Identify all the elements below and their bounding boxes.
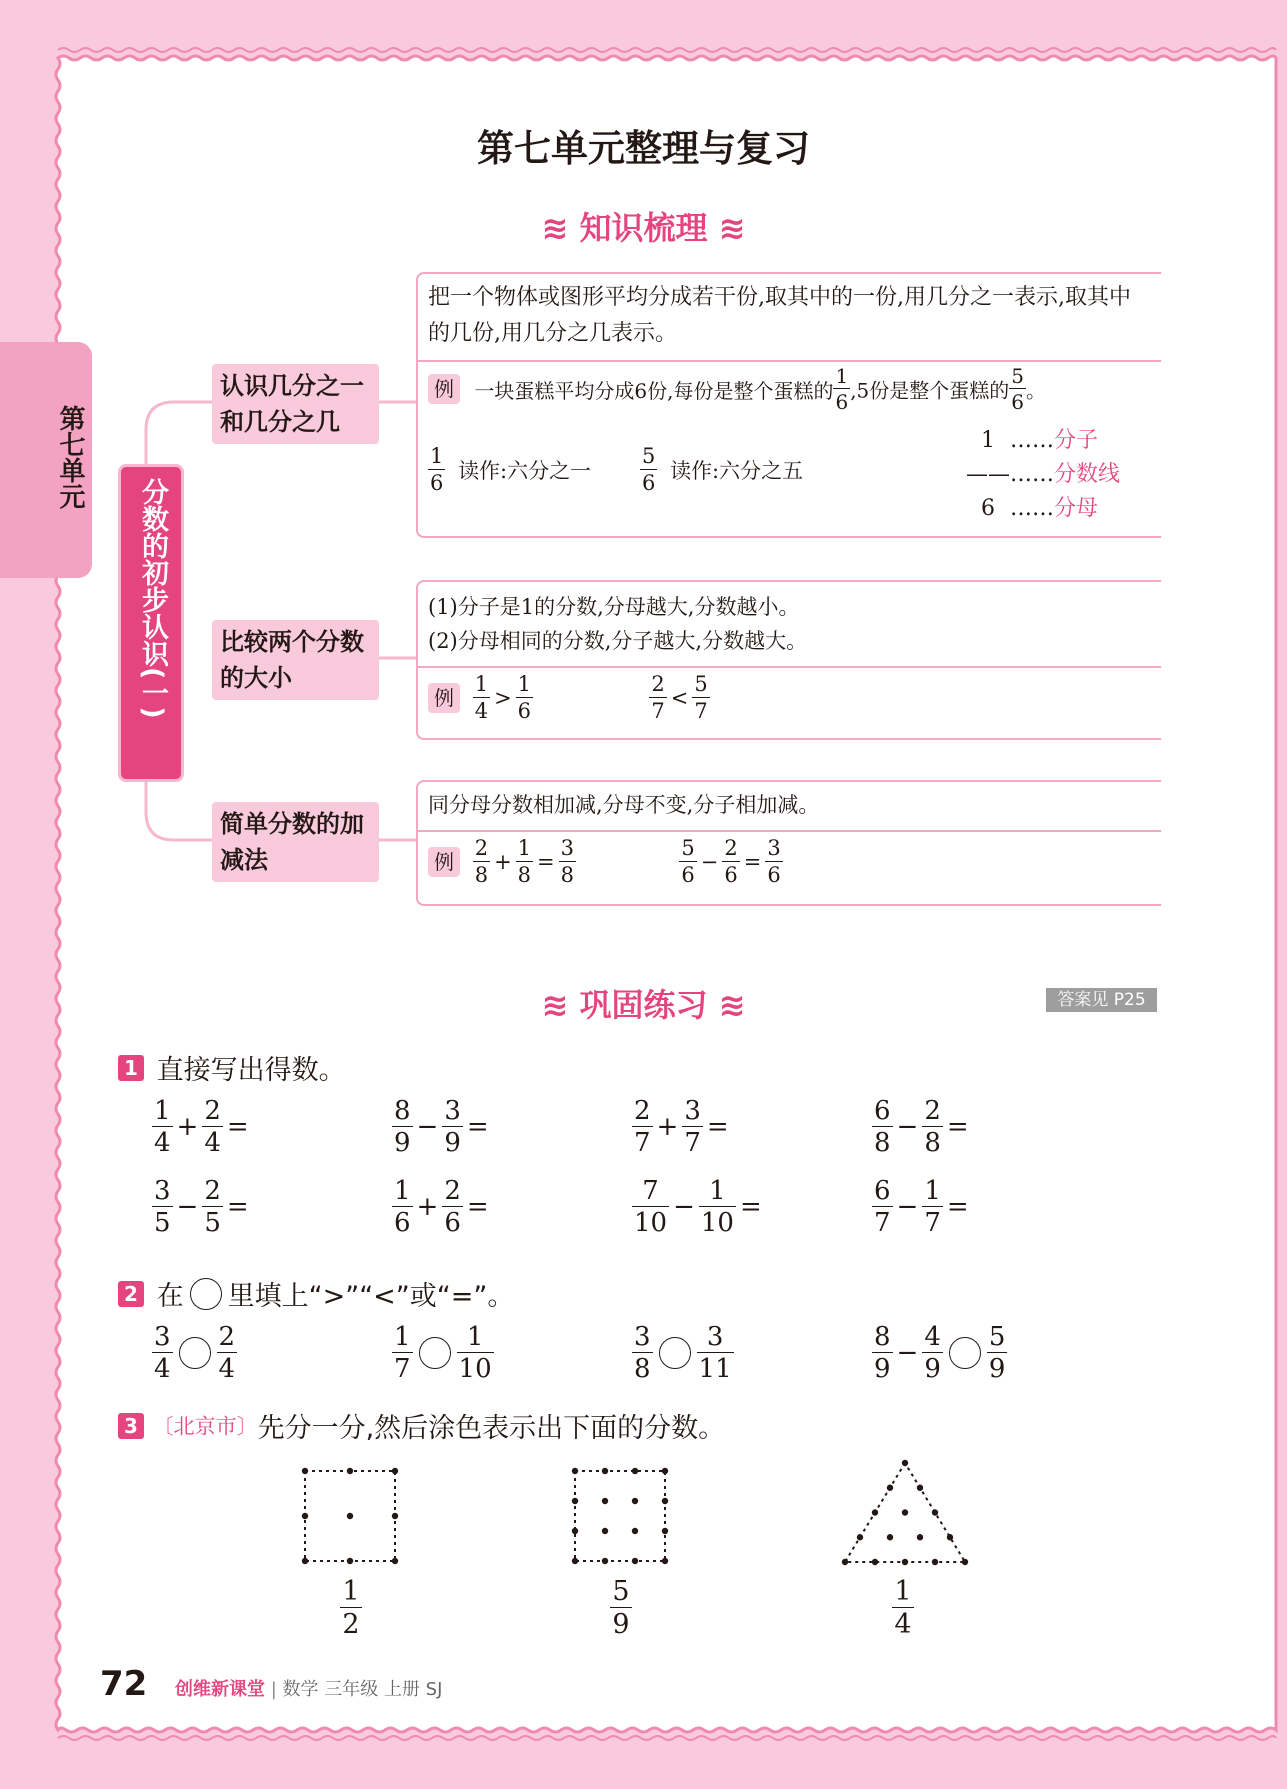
- grid-dot: [902, 1559, 908, 1565]
- grid-dot: [662, 1498, 668, 1504]
- grid-dot: [842, 1559, 848, 1565]
- fraction: $\frac{3}{4}$: [154, 1322, 171, 1384]
- grid-dot: [962, 1559, 968, 1565]
- fraction: $\frac{1}{6}$: [835, 364, 849, 414]
- wave-deco-icon: ≋: [718, 209, 746, 247]
- grid-dot: [662, 1558, 668, 1564]
- answer-circle-icon[interactable]: [659, 1337, 691, 1369]
- grid-dot: [602, 1468, 608, 1474]
- grid-dot: [917, 1534, 923, 1540]
- grid-dot: [662, 1468, 668, 1474]
- branch-box-addsub: [416, 780, 1161, 906]
- grid-dot: [392, 1468, 398, 1474]
- read-example-2: $\frac{5}{6}$ 读作:六分之五: [642, 444, 804, 495]
- fraction: $\frac{1}{6}$: [394, 1176, 411, 1238]
- branch-tag-compare: 比较两个分数的大小: [212, 620, 379, 700]
- q2-exercise: $\frac{8}{9}$ − $\frac{4}{9}$ $\frac{5}{9}$: [874, 1322, 1006, 1384]
- example-text-a: 一块蛋糕平均分成6份,每份是整个蛋糕的: [474, 378, 834, 403]
- wave-deco-icon: ≋: [541, 986, 569, 1024]
- q2-exercise: [632, 1324, 734, 1382]
- grid-dot: [347, 1558, 353, 1564]
- fraction: $\frac{3}{11}$: [698, 1322, 732, 1384]
- shape-triangle: [836, 1456, 976, 1576]
- grid-dot: [602, 1528, 608, 1534]
- branch-tag-recognize: 认识几分之一和几分之几: [212, 364, 379, 444]
- question-number: 3: [118, 1413, 144, 1439]
- grid-dot: [632, 1468, 638, 1474]
- question-1: [118, 1048, 346, 1087]
- grid-dot: [632, 1498, 638, 1504]
- fraction: $\frac{1}{4}$: [894, 1576, 912, 1640]
- fraction: $\frac{2}{7}$: [634, 1096, 651, 1158]
- fraction: $\frac{5}{6}$: [1011, 364, 1025, 414]
- fraction: $\frac{5}{6}$: [642, 444, 656, 495]
- example-tag: 例: [428, 847, 460, 877]
- shape-fraction-2: [596, 1578, 646, 1638]
- fraction: $\frac{5}{9}$: [612, 1576, 630, 1640]
- shape-square-4dots: [296, 1462, 406, 1572]
- fraction: $\frac{2}{5}$: [204, 1176, 221, 1238]
- question-2: 2 在 里填上“>”“<”或“=”。: [118, 1274, 514, 1313]
- fraction: $\frac{3}{7}$: [684, 1096, 701, 1158]
- answer-circle-icon: [190, 1278, 222, 1310]
- grid-dot: [632, 1558, 638, 1564]
- q2-exercise: [152, 1324, 237, 1382]
- example-text-b: ,5份是整个蛋糕的: [850, 378, 1010, 403]
- fraction: $\frac{2}{4}$: [218, 1322, 236, 1384]
- fraction: $\frac{1}{10}$: [700, 1176, 734, 1238]
- fraction-parts-diagram: 1 ……分子 ——……分数线 6 ……分母: [966, 428, 1121, 521]
- fraction: $\frac{6}{7}$: [874, 1176, 891, 1238]
- branch-box-recognize: [416, 272, 1161, 538]
- q2-exercise: [392, 1324, 494, 1382]
- fraction: $\frac{2}{6}$: [444, 1176, 461, 1238]
- fraction: $\frac{1}{2}$: [342, 1576, 360, 1640]
- grid-dot: [872, 1509, 878, 1515]
- answer-circle-icon[interactable]: [179, 1337, 211, 1369]
- fraction: $\frac{7}{10}$: [634, 1176, 668, 1238]
- fraction: $\frac{5}{7}$: [694, 672, 708, 723]
- grid-dot: [932, 1559, 938, 1565]
- grid-dot: [572, 1528, 578, 1534]
- question-text: 直接写出得数。: [156, 1055, 346, 1086]
- q1-exercise: $\frac{8}{9}$ − $\frac{3}{9}$ =: [394, 1096, 489, 1158]
- q1-exercise: $\frac{1}{6}$ + $\frac{2}{6}$ =: [394, 1176, 489, 1238]
- read-example-1: $\frac{1}{6}$ 读作:六分之一: [430, 444, 592, 495]
- grid-dot: [602, 1498, 608, 1504]
- question-source: 〔北京市〕: [152, 1414, 258, 1439]
- grid-dot: [572, 1468, 578, 1474]
- section-practice-title: 巩固练习: [579, 986, 708, 1024]
- grid-dot: [302, 1513, 308, 1519]
- page-title: 第七单元整理与复习: [477, 127, 810, 170]
- fraction: $\frac{2}{8}$: [474, 836, 489, 887]
- grid-dot: [662, 1528, 668, 1534]
- fraction: $\frac{5}{6}$: [681, 836, 695, 887]
- fraction: $\frac{1}{10}$: [458, 1322, 492, 1384]
- answer-circle-icon[interactable]: [419, 1337, 451, 1369]
- example-tag: 例: [428, 374, 460, 404]
- grid-dot: [857, 1534, 863, 1540]
- grid-dot: [392, 1513, 398, 1519]
- wave-deco-icon: ≋: [718, 986, 746, 1024]
- section-knowledge-title: 知识梳理: [579, 209, 708, 247]
- q1-exercise: $\frac{3}{5}$ − $\frac{2}{5}$ =: [154, 1176, 249, 1238]
- example-tag: 例: [428, 683, 460, 713]
- fraction: $\frac{2}{7}$: [651, 672, 665, 723]
- fraction: $\frac{1}{4}$: [154, 1096, 171, 1158]
- fraction: $\frac{3}{9}$: [444, 1096, 461, 1158]
- grid-dot: [347, 1468, 353, 1474]
- grid-dot: [947, 1534, 953, 1540]
- grid-dot: [572, 1558, 578, 1564]
- fraction: $\frac{1}{4}$: [474, 672, 489, 723]
- grid-dot: [872, 1559, 878, 1565]
- grid-dot: [392, 1558, 398, 1564]
- grid-dot: [887, 1485, 893, 1491]
- grid-dot: [917, 1485, 923, 1491]
- fraction: $\frac{3}{6}$: [767, 836, 781, 887]
- fraction: $\frac{8}{9}$: [874, 1322, 891, 1384]
- grid-dot: [902, 1509, 908, 1515]
- addsub-example: 例 $\frac{2}{8}$ + $\frac{1}{8}$ = $\frac{3}{8}$ $\frac{5}{6}$ − $\frac{2}{6}$ = $\frac{3}{6}$: [428, 838, 1148, 886]
- q1-exercise: $\frac{2}{7}$ + $\frac{3}{7}$ =: [634, 1096, 729, 1158]
- fraction: $\frac{1}{6}$: [517, 672, 532, 723]
- q1-exercise: $\frac{6}{8}$ − $\frac{2}{8}$ =: [874, 1096, 969, 1158]
- fraction: $\frac{1}{7}$: [394, 1322, 411, 1384]
- grid-dot: [347, 1513, 353, 1519]
- wave-deco-icon: ≋: [541, 209, 569, 247]
- fraction: $\frac{1}{7}$: [924, 1176, 941, 1238]
- question-number: 2: [118, 1281, 144, 1307]
- grid-dot: [632, 1528, 638, 1534]
- grid-dot: [887, 1534, 893, 1540]
- grid-dot: [932, 1509, 938, 1515]
- root-node-label: 分数的初步认识(一): [137, 478, 168, 719]
- addsub-rule: 同分母分数相加减,分母不变,分子相加减。: [428, 793, 820, 817]
- example-recognize: 例 一块蛋糕平均分成6份,每份是整个蛋糕的 $\frac{1}{6}$ ,5份是整个蛋糕的 $\frac{5}{6}$ 。: [428, 366, 1163, 412]
- page-number: 72: [100, 1664, 148, 1704]
- compare-example: 例 $\frac{1}{4}$ > $\frac{1}{6}$ $\frac{2}{7}$ < $\frac{5}{7}$: [428, 674, 1148, 722]
- fraction: $\frac{2}{4}$: [204, 1096, 221, 1158]
- fraction: $\frac{4}{9}$: [924, 1322, 941, 1384]
- fraction: $\frac{1}{8}$: [517, 836, 532, 887]
- grid-dot: [572, 1498, 578, 1504]
- fraction: $\frac{3}{5}$: [154, 1176, 171, 1238]
- branch-box-compare: [416, 580, 1161, 740]
- grid-dot: [302, 1468, 308, 1474]
- fraction: $\frac{3}{8}$: [560, 836, 575, 887]
- answer-circle-icon[interactable]: [949, 1337, 981, 1369]
- shape-fraction-3: [878, 1578, 928, 1638]
- definition-text: 把一个物体或图形平均分成若干份,取其中的一份,用几分之一表示,取其中的几份,用几分之几表示。: [428, 285, 1131, 346]
- fraction: $\frac{3}{8}$: [634, 1322, 651, 1384]
- fraction: $\frac{6}{8}$: [874, 1096, 891, 1158]
- question-3: [118, 1406, 725, 1445]
- q1-exercise: $\frac{6}{7}$ − $\frac{1}{7}$ =: [874, 1176, 969, 1238]
- fraction: $\frac{2}{6}$: [724, 836, 738, 887]
- grid-dot: [602, 1558, 608, 1564]
- grid-dot: [302, 1558, 308, 1564]
- compare-rule-2: (2)分母相同的分数,分子越大,分数越大。: [428, 629, 808, 653]
- branch-tag-addsub: 简单分数的加减法: [212, 802, 379, 882]
- shape-fraction-1: [326, 1578, 376, 1638]
- shape-square-9dots: [566, 1462, 676, 1572]
- q1-exercise: $\frac{7}{10}$ − $\frac{1}{10}$ =: [634, 1176, 762, 1238]
- question-number: 1: [118, 1055, 144, 1081]
- q1-exercise: $\frac{1}{4}$ + $\frac{2}{4}$ =: [154, 1096, 249, 1158]
- footer-brand: 创维新课堂 | 数学 三年级 上册 SJ: [175, 1679, 443, 1700]
- side-tab-label: 第七单元: [55, 405, 85, 509]
- compare-rule-1: (1)分子是1的分数,分母越大,分数越小。: [428, 595, 800, 619]
- fraction: $\frac{1}{6}$: [430, 444, 444, 495]
- answer-reference: 答案见 P25: [1046, 988, 1157, 1012]
- fraction: $\frac{5}{9}$: [988, 1322, 1006, 1384]
- fraction: $\frac{8}{9}$: [394, 1096, 411, 1158]
- grid-dot: [902, 1460, 908, 1466]
- question-text: 先分一分,然后涂色表示出下面的分数。: [257, 1413, 726, 1444]
- fraction: $\frac{2}{8}$: [924, 1096, 941, 1158]
